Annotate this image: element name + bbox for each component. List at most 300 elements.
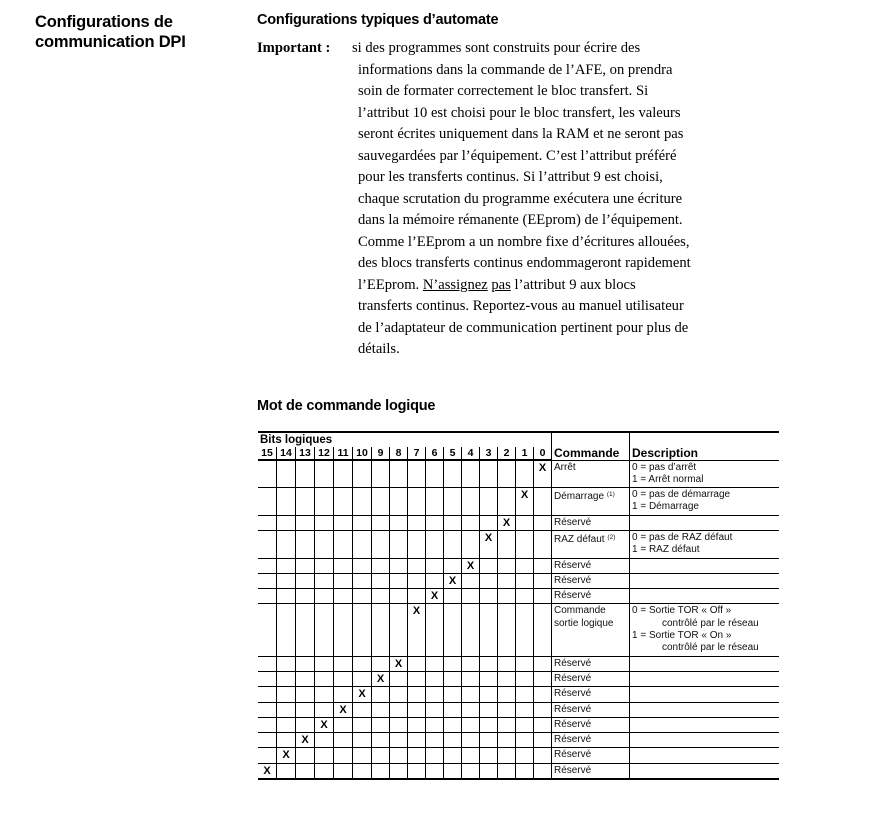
bit-cell xyxy=(462,488,480,516)
bit-mark: X xyxy=(516,488,534,516)
bit-cell xyxy=(444,460,462,488)
bit-cell xyxy=(315,702,334,717)
bit-cell xyxy=(315,656,334,671)
important-body xyxy=(352,38,798,361)
table-row xyxy=(258,733,779,748)
bit-cell xyxy=(534,748,552,763)
command-label: Réservé xyxy=(554,516,592,528)
bit-cell xyxy=(277,604,296,656)
bit-cell xyxy=(296,460,315,488)
bit-mark: X xyxy=(277,748,296,763)
bit-cell xyxy=(353,763,372,779)
bit-cell xyxy=(390,604,408,656)
bit-cell xyxy=(353,748,372,763)
description-line: contrôlé par le réseau xyxy=(662,617,759,629)
bit-cell xyxy=(498,589,516,604)
bit-cell xyxy=(408,515,426,530)
description-cell xyxy=(630,687,780,702)
bit-cell xyxy=(296,558,315,573)
bit-number-header: 0 xyxy=(534,447,552,460)
bit-cell xyxy=(534,733,552,748)
bit-cell xyxy=(277,530,296,558)
bit-cell xyxy=(516,733,534,748)
bit-cell xyxy=(444,530,462,558)
bit-cell xyxy=(372,460,390,488)
bit-cell xyxy=(498,460,516,488)
bit-cell xyxy=(534,589,552,604)
command-label: Démarrage xyxy=(554,491,605,503)
bit-cell xyxy=(353,530,372,558)
command-label: Réservé xyxy=(554,703,592,715)
bit-cell xyxy=(498,733,516,748)
bit-cell xyxy=(462,748,480,763)
bit-cell xyxy=(408,763,426,779)
bit-cell xyxy=(516,748,534,763)
description-cell xyxy=(630,733,780,748)
table-body xyxy=(258,460,779,779)
table-row xyxy=(258,530,779,558)
bit-cell xyxy=(353,589,372,604)
bit-cell xyxy=(277,460,296,488)
bit-cell xyxy=(498,488,516,516)
command-cell xyxy=(552,717,630,732)
command-label: Réservé xyxy=(554,559,592,571)
bit-cell xyxy=(480,488,498,516)
bit-cell xyxy=(462,530,480,558)
bit-cell xyxy=(516,515,534,530)
bit-cell xyxy=(408,589,426,604)
bit-cell xyxy=(258,530,277,558)
bit-cell xyxy=(315,763,334,779)
bit-cell xyxy=(444,515,462,530)
bit-cell xyxy=(277,763,296,779)
bit-cell xyxy=(534,671,552,686)
bit-cell xyxy=(315,604,334,656)
bit-cell xyxy=(315,488,334,516)
bit-cell xyxy=(296,763,315,779)
bit-cell xyxy=(353,558,372,573)
underlined-not: pas xyxy=(491,276,511,293)
bit-cell xyxy=(334,530,353,558)
bit-cell xyxy=(372,573,390,588)
bit-cell xyxy=(462,460,480,488)
command-cell xyxy=(552,573,630,588)
command-cell xyxy=(552,733,630,748)
bit-cell xyxy=(462,573,480,588)
bit-cell xyxy=(258,460,277,488)
bit-cell xyxy=(498,748,516,763)
note-line: des blocs transferts continus endommageront rapidement xyxy=(358,255,691,271)
bit-cell xyxy=(444,733,462,748)
bit-cell xyxy=(390,558,408,573)
bit-cell xyxy=(498,604,516,656)
table-row xyxy=(258,558,779,573)
description-column-header: Description xyxy=(630,432,780,460)
bit-cell xyxy=(334,671,353,686)
table-header-row xyxy=(258,432,779,447)
bit-cell xyxy=(534,515,552,530)
bit-cell xyxy=(498,671,516,686)
bit-cell xyxy=(315,589,334,604)
table-row xyxy=(258,604,779,656)
bit-cell xyxy=(426,530,444,558)
bit-cell xyxy=(444,558,462,573)
bit-number-header: 5 xyxy=(444,447,462,460)
bit-cell xyxy=(390,702,408,717)
bit-cell xyxy=(258,589,277,604)
bit-cell xyxy=(277,573,296,588)
bit-cell xyxy=(426,733,444,748)
bit-cell xyxy=(296,604,315,656)
description-cell xyxy=(630,748,780,763)
bit-cell xyxy=(444,763,462,779)
bit-cell xyxy=(372,733,390,748)
bit-cell xyxy=(426,763,444,779)
bit-cell xyxy=(372,589,390,604)
bit-cell xyxy=(444,488,462,516)
command-column-header: Commande xyxy=(552,432,630,460)
note-line: soin de formater correctement le bloc transfert. Si xyxy=(358,83,649,99)
bit-cell xyxy=(426,573,444,588)
bit-cell xyxy=(534,702,552,717)
bit-cell xyxy=(334,488,353,516)
bit-cell xyxy=(372,515,390,530)
command-cell xyxy=(552,589,630,604)
bit-cell xyxy=(258,748,277,763)
description-line: 0 = pas de RAZ défaut xyxy=(632,531,733,543)
bit-cell xyxy=(334,733,353,748)
bit-cell xyxy=(498,558,516,573)
bit-cell xyxy=(296,687,315,702)
bit-cell xyxy=(462,604,480,656)
bit-cell xyxy=(390,460,408,488)
bit-cell xyxy=(277,488,296,516)
bit-cell xyxy=(534,573,552,588)
bit-cell xyxy=(353,702,372,717)
bit-number-header: 12 xyxy=(315,447,334,460)
bit-cell xyxy=(334,573,353,588)
bit-cell xyxy=(277,558,296,573)
bit-cell xyxy=(516,558,534,573)
bit-cell xyxy=(353,460,372,488)
description-line: 1 = RAZ défaut xyxy=(632,544,700,556)
bit-mark: X xyxy=(372,671,390,686)
note-text: l’EEprom. xyxy=(358,276,423,293)
bit-cell xyxy=(372,702,390,717)
bit-number-header: 15 xyxy=(258,447,277,460)
sidebar-title xyxy=(35,12,235,52)
bit-mark: X xyxy=(444,573,462,588)
bit-cell xyxy=(426,656,444,671)
command-label: Réservé xyxy=(554,574,592,586)
command-label: RAZ défaut xyxy=(554,533,605,545)
sidebar-title-line2: communication DPI xyxy=(35,33,186,51)
note-line: transferts continus. Reportez-vous au manuel utilisateur xyxy=(358,298,684,314)
bit-cell xyxy=(516,763,534,779)
bit-cell xyxy=(408,748,426,763)
underlined-do-not-assign: N’assignez xyxy=(422,276,488,293)
bit-cell xyxy=(390,671,408,686)
bit-cell xyxy=(426,604,444,656)
description-cell xyxy=(630,589,780,604)
bit-cell xyxy=(258,733,277,748)
bit-cell xyxy=(480,687,498,702)
bit-cell xyxy=(315,460,334,488)
table-row xyxy=(258,717,779,732)
bit-cell xyxy=(372,763,390,779)
important-note xyxy=(257,38,817,361)
command-cell xyxy=(552,687,630,702)
bit-cell xyxy=(372,717,390,732)
bit-mark: X xyxy=(334,702,353,717)
bit-cell xyxy=(353,515,372,530)
command-cell xyxy=(552,604,630,656)
bit-cell xyxy=(516,589,534,604)
table-row xyxy=(258,656,779,671)
command-cell xyxy=(552,558,630,573)
bit-cell xyxy=(408,687,426,702)
bit-cell xyxy=(534,763,552,779)
bit-cell xyxy=(277,717,296,732)
bit-cell xyxy=(353,656,372,671)
bit-cell xyxy=(258,702,277,717)
bit-cell xyxy=(534,717,552,732)
bit-cell xyxy=(444,687,462,702)
bit-cell xyxy=(408,717,426,732)
bit-cell xyxy=(315,515,334,530)
bit-cell xyxy=(258,687,277,702)
bit-cell xyxy=(408,530,426,558)
bit-number-header: 4 xyxy=(462,447,480,460)
note-line: si des programmes sont construits pour écrire des xyxy=(352,40,641,56)
bit-cell xyxy=(444,717,462,732)
bit-cell xyxy=(498,573,516,588)
bit-cell xyxy=(408,733,426,748)
bit-number-header: 13 xyxy=(296,447,315,460)
bit-cell xyxy=(498,530,516,558)
command-cell xyxy=(552,671,630,686)
bit-cell xyxy=(516,656,534,671)
bit-mark: X xyxy=(258,763,277,779)
bit-number-header: 6 xyxy=(426,447,444,460)
description-cell xyxy=(630,717,780,732)
bit-cell xyxy=(534,558,552,573)
bit-mark: X xyxy=(315,717,334,732)
bit-cell xyxy=(426,687,444,702)
bit-cell xyxy=(516,702,534,717)
bit-cell xyxy=(390,717,408,732)
bit-cell xyxy=(516,717,534,732)
command-label: Réservé xyxy=(554,764,592,776)
bit-cell xyxy=(277,687,296,702)
description-cell xyxy=(630,763,780,779)
note-line: l’attribut 10 est choisi pour le bloc transfert, les valeurs xyxy=(358,104,681,121)
section-title-logic-command-word: Mot de commande logique xyxy=(257,398,436,414)
note-line: informations dans la commande de l’AFE, on prendra xyxy=(358,61,673,78)
bit-mark: X xyxy=(296,733,315,748)
note-line: de l’adaptateur de communication pertinent pour plus de xyxy=(358,319,689,336)
bit-number-header: 11 xyxy=(334,447,353,460)
command-label: Réservé xyxy=(554,688,592,700)
table-row xyxy=(258,589,779,604)
note-line: détails. xyxy=(358,341,400,357)
bit-cell xyxy=(516,573,534,588)
bit-number-header: 8 xyxy=(390,447,408,460)
table-row xyxy=(258,671,779,686)
bit-cell xyxy=(390,515,408,530)
command-label: Réservé xyxy=(554,718,592,730)
bit-cell xyxy=(315,687,334,702)
sidebar-title-line1: Configurations de xyxy=(35,13,173,31)
bit-cell xyxy=(258,656,277,671)
bit-cell xyxy=(296,488,315,516)
description-line: 0 = pas d’arrêt xyxy=(632,461,697,473)
bit-cell xyxy=(498,656,516,671)
bit-cell xyxy=(498,717,516,732)
bit-cell xyxy=(408,558,426,573)
bit-cell xyxy=(480,604,498,656)
bit-mark: X xyxy=(480,530,498,558)
bit-cell xyxy=(462,656,480,671)
bit-mark: X xyxy=(534,460,552,488)
bit-cell xyxy=(516,460,534,488)
bit-cell xyxy=(480,717,498,732)
bit-cell xyxy=(334,763,353,779)
bit-mark: X xyxy=(390,656,408,671)
bit-cell xyxy=(296,515,315,530)
bit-cell xyxy=(516,671,534,686)
bit-cell xyxy=(498,702,516,717)
table-row xyxy=(258,702,779,717)
bit-cell xyxy=(258,515,277,530)
bit-cell xyxy=(426,488,444,516)
bit-cell xyxy=(334,460,353,488)
bit-cell xyxy=(444,604,462,656)
table-row xyxy=(258,515,779,530)
bit-cell xyxy=(480,748,498,763)
bit-cell xyxy=(462,515,480,530)
bit-cell xyxy=(353,573,372,588)
bit-mark: X xyxy=(426,589,444,604)
bit-cell xyxy=(444,748,462,763)
note-line: Comme l’EEprom a un nombre fixe d’écritures allouées, xyxy=(358,233,690,250)
bit-cell xyxy=(353,717,372,732)
bit-cell xyxy=(480,763,498,779)
command-label: Réservé xyxy=(554,590,592,602)
note-line xyxy=(358,275,798,297)
bit-cell xyxy=(408,573,426,588)
bit-cell xyxy=(498,687,516,702)
bit-cell xyxy=(426,515,444,530)
command-label-line2: sortie logique xyxy=(554,617,614,629)
bit-mark: X xyxy=(408,604,426,656)
bit-cell xyxy=(296,748,315,763)
bit-cell xyxy=(534,604,552,656)
bit-cell xyxy=(296,530,315,558)
bit-cell xyxy=(390,488,408,516)
bit-cell xyxy=(334,515,353,530)
bit-cell xyxy=(444,589,462,604)
note-line: sauvegardées par l’équipement. C’est l’attribut préféré xyxy=(358,147,677,164)
bit-cell xyxy=(353,488,372,516)
bit-cell xyxy=(315,671,334,686)
bit-cell xyxy=(296,573,315,588)
logic-command-table xyxy=(258,431,779,780)
bit-cell xyxy=(315,733,334,748)
bit-number-header: 2 xyxy=(498,447,516,460)
bit-cell xyxy=(315,573,334,588)
bit-cell xyxy=(277,671,296,686)
bit-cell xyxy=(444,656,462,671)
command-label: Réservé xyxy=(554,672,592,684)
bit-cell xyxy=(372,558,390,573)
bit-cell xyxy=(277,589,296,604)
bit-cell xyxy=(277,733,296,748)
note-line: chaque scrutation du programme exécutera une écriture xyxy=(358,190,683,207)
bit-cell xyxy=(534,530,552,558)
bit-cell xyxy=(408,702,426,717)
bit-cell xyxy=(372,687,390,702)
bit-cell xyxy=(426,558,444,573)
bit-cell xyxy=(390,733,408,748)
bit-cell xyxy=(462,702,480,717)
table-row xyxy=(258,573,779,588)
bit-cell xyxy=(390,573,408,588)
bit-number-header: 10 xyxy=(353,447,372,460)
description-cell xyxy=(630,515,780,530)
bit-mark: X xyxy=(462,558,480,573)
bit-mark: X xyxy=(498,515,516,530)
section-title-typical-configurations: Configurations typiques d’automate xyxy=(257,12,499,28)
bit-cell xyxy=(315,748,334,763)
bit-cell xyxy=(462,717,480,732)
description-line: 1 = Arrêt normal xyxy=(632,473,704,485)
command-label: Réservé xyxy=(554,734,592,746)
description-line: 1 = Sortie TOR « On » xyxy=(632,630,732,642)
bit-cell xyxy=(296,717,315,732)
bit-cell xyxy=(258,558,277,573)
bit-cell xyxy=(372,656,390,671)
bit-cell xyxy=(296,656,315,671)
bit-cell xyxy=(334,558,353,573)
description-cell xyxy=(630,488,780,516)
bit-cell xyxy=(426,702,444,717)
description-cell xyxy=(630,460,780,488)
bit-number-header: 1 xyxy=(516,447,534,460)
bit-cell xyxy=(516,687,534,702)
command-cell xyxy=(552,530,630,558)
bit-cell xyxy=(258,488,277,516)
bit-cell xyxy=(480,573,498,588)
bit-cell xyxy=(408,656,426,671)
table-row xyxy=(258,460,779,488)
bit-number-header: 9 xyxy=(372,447,390,460)
command-label: Réservé xyxy=(554,749,592,761)
bit-cell xyxy=(353,604,372,656)
description-cell xyxy=(630,558,780,573)
bit-cell xyxy=(296,702,315,717)
bit-cell xyxy=(353,671,372,686)
description-cell xyxy=(630,671,780,686)
description-cell xyxy=(630,604,780,656)
table-row xyxy=(258,488,779,516)
description-cell xyxy=(630,530,780,558)
bit-cell xyxy=(498,763,516,779)
bit-cell xyxy=(258,717,277,732)
bit-cell xyxy=(353,733,372,748)
bit-cell xyxy=(258,573,277,588)
table-row xyxy=(258,763,779,779)
